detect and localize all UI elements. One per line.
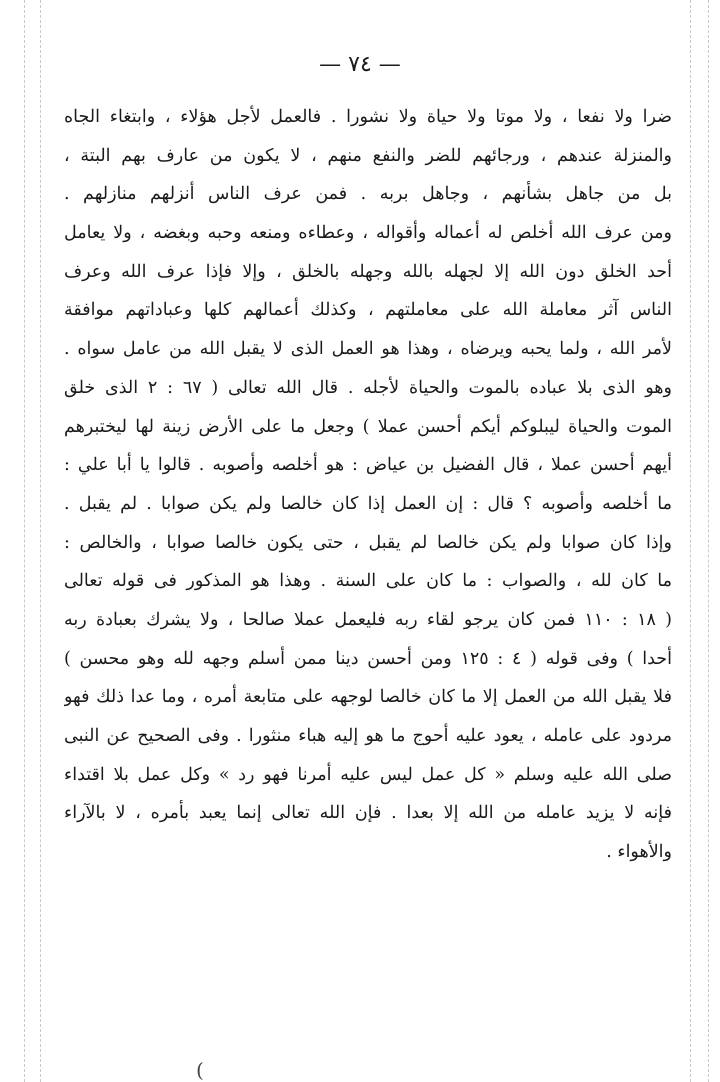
text-line: ما كان لله ، والصواب : ما كان على السنة . وهذا هو المذكور فى قوله تعالى	[64, 571, 672, 592]
text-line: مردود على عامله ، يعود عليه أحوج ما هو إليه هباء منثورا . وفى الصحيح عن النبى	[64, 726, 672, 746]
text-line-last: والأهواء .	[606, 842, 672, 863]
text-line: فإنه لا يزيد عامله من الله إلا بعدا . فإن الله تعالى إنما يعبد بأمره ، لا بالآراء	[64, 803, 672, 824]
text-line: بل من جاهل بشأنهم ، وجاهل بربه . فمن عرف الناس أنزلهم منازلهم .	[64, 184, 672, 205]
text-line: ( ١٨ : ١١٠ فمن كان يرجو لقاء ربه فليعمل عملا صالحا ، ولا يشرك بعبادة ربه	[64, 609, 672, 630]
text-line: لأمر الله ، ولما يحبه ويرضاه ، وهذا هو العمل الذى لا يقبل الله من عامل سواه .	[64, 339, 672, 360]
text-line: فلا يقبل الله من العمل إلا ما كان خالصا لوجهه على متابعة أمره ، وما عدا ذلك فهو	[64, 687, 672, 708]
text-line: أحد الخلق دون الله إلا لجهله بالله وجهله بالخلق ، وإلا فإذا عرف الله وعرف	[64, 261, 672, 282]
text-line: ومن عرف الله أخلص له أعماله وأقواله ، وعطاءه ومنعه وحبه وبغضه ، ولا يعامل	[64, 223, 672, 244]
text-line: أحدا ) وفى قوله ( ٤ : ١٢٥ ومن أحسن دينا ممن أسلم وجهه لله وهو محسن )	[64, 648, 672, 669]
text-line: والمنزلة عندهم ، ورجائهم للضر والنفع منهم ، لا يكون من عارف بهم البتة ،	[64, 145, 672, 166]
text-line: ما أخلصه وأصوبه ؟ قال : إن العمل إذا كان خالصا ولم يكن صوابا . لم يقبل .	[64, 493, 672, 514]
scan-guide-line	[40, 0, 41, 1082]
scan-guide-line	[690, 0, 691, 1082]
text-line: وهو الذى بلا عباده بالموت والحياة لأجله . قال الله تعالى ( ٦٧ : ٢ الذى خلق	[64, 377, 672, 398]
page-number: — ٧٤ —	[319, 52, 401, 77]
text-line: الموت والحياة ليبلوكم أيكم أحسن عملا ) وجعل ما على الأرض زينة لها ليختبرهم	[64, 416, 672, 437]
text-line: وإذا كان صوابا ولم يكن خالصا لم يقبل ، حتى يكون خالصا صوابا ، والخالص :	[64, 532, 672, 553]
footer-mark: (	[196, 1058, 204, 1082]
text-line: ضرا ولا نفعا ، ولا موتا ولا حياة ولا نشورا . فالعمل لأجل هؤلاء ، وابتغاء الجاه	[64, 107, 672, 127]
text-line: صلى الله عليه وسلم « كل عمل ليس عليه أمرنا فهو رد » وكل عمل بلا اقتداء	[64, 764, 672, 785]
body-text	[64, 98, 672, 872]
text-line: الناس آثر معاملة الله على معاملتهم ، وكذلك أعمالهم كلها وعباداتهم موافقة	[64, 300, 672, 321]
scan-guide-line	[708, 0, 709, 1082]
scan-guide-line	[24, 0, 25, 1082]
text-line: أيهم أحسن عملا ، قال الفضيل بن عياض : هو أخلصه وأصوبه . قالوا يا أبا علي :	[64, 455, 672, 476]
